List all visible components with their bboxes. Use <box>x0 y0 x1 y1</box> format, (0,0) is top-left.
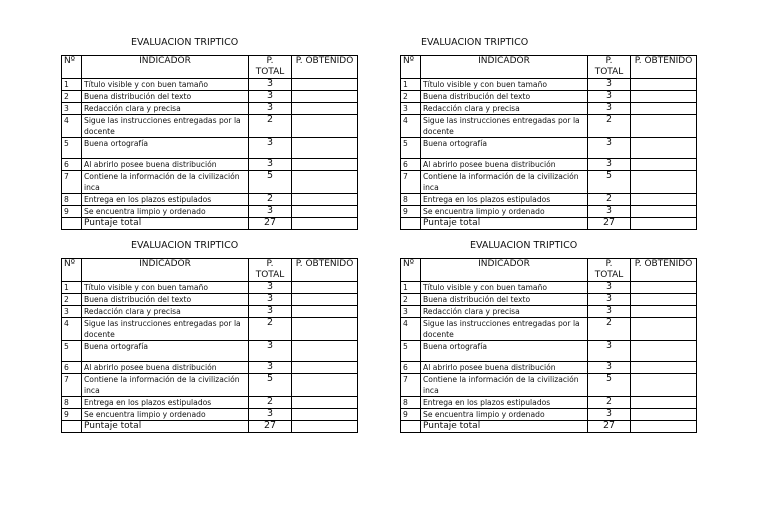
row-number: 3 <box>401 103 421 115</box>
row-total-points: 3 <box>249 362 292 374</box>
table-header-row <box>401 56 697 79</box>
row-obtained-points[interactable] <box>292 409 358 421</box>
row-number: 6 <box>401 159 421 171</box>
row-number: 7 <box>401 374 421 397</box>
header-num: Nº <box>62 56 82 79</box>
row-number: 5 <box>401 138 421 159</box>
row-number: 7 <box>62 171 82 194</box>
total-num-cell <box>401 421 421 433</box>
row-obtained-points[interactable] <box>631 79 697 91</box>
table-row <box>62 171 358 194</box>
table-row <box>401 91 697 103</box>
row-total-points: 3 <box>588 409 631 421</box>
row-total-points: 3 <box>249 306 292 318</box>
evaluation-table <box>400 55 697 230</box>
row-indicator: Buena distribución del texto <box>421 294 588 306</box>
row-number: 4 <box>401 318 421 341</box>
table-row <box>401 362 697 374</box>
table-row <box>401 206 697 218</box>
row-number: 5 <box>401 341 421 362</box>
table-row <box>62 103 358 115</box>
table-row <box>62 115 358 138</box>
total-label: Puntaje total <box>82 421 249 433</box>
row-number: 4 <box>401 115 421 138</box>
header-num: Nº <box>401 259 421 282</box>
row-obtained-points[interactable] <box>631 115 697 138</box>
header-num: Nº <box>62 259 82 282</box>
row-obtained-points[interactable] <box>631 206 697 218</box>
total-value: 27 <box>249 421 292 433</box>
table-row <box>62 341 358 362</box>
row-indicator: Contiene la información de la civilización inca <box>421 171 588 194</box>
header-total: P. TOTAL <box>588 259 631 282</box>
evaluation-block <box>61 37 357 230</box>
total-row <box>62 218 358 230</box>
row-indicator: Título visible y con buen tamaño <box>421 79 588 91</box>
table-row <box>62 91 358 103</box>
row-total-points: 3 <box>249 79 292 91</box>
row-obtained-points[interactable] <box>292 282 358 294</box>
row-indicator: Al abrirlo posee buena distribución <box>82 159 249 171</box>
evaluation-table <box>61 55 358 230</box>
row-obtained-points[interactable] <box>292 397 358 409</box>
row-total-points: 5 <box>588 374 631 397</box>
row-indicator: Título visible y con buen tamaño <box>82 79 249 91</box>
table-row <box>62 306 358 318</box>
row-total-points: 2 <box>249 318 292 341</box>
row-indicator: Entrega en los plazos estipulados <box>82 194 249 206</box>
row-number: 5 <box>62 341 82 362</box>
row-number: 2 <box>62 294 82 306</box>
row-obtained-points[interactable] <box>631 409 697 421</box>
table-row <box>62 79 358 91</box>
row-number: 5 <box>62 138 82 159</box>
row-indicator: Entrega en los plazos estipulados <box>421 397 588 409</box>
total-label: Puntaje total <box>421 218 588 230</box>
row-indicator: Sigue las instrucciones entregadas por la docente <box>82 115 249 138</box>
table-row <box>401 409 697 421</box>
row-number: 2 <box>62 91 82 103</box>
row-total-points: 3 <box>588 138 631 159</box>
evaluation-title: EVALUACION TRIPTICO <box>131 240 239 251</box>
row-indicator: Entrega en los plazos estipulados <box>421 194 588 206</box>
row-number: 4 <box>62 115 82 138</box>
evaluation-block <box>400 37 696 230</box>
row-number: 9 <box>62 409 82 421</box>
table-header-row <box>401 259 697 282</box>
row-total-points: 3 <box>588 103 631 115</box>
header-obtained: P. OBTENIDO <box>292 259 358 282</box>
row-total-points: 2 <box>588 194 631 206</box>
row-obtained-points[interactable] <box>631 397 697 409</box>
row-number: 1 <box>62 282 82 294</box>
row-total-points: 3 <box>588 306 631 318</box>
row-obtained-points[interactable] <box>631 282 697 294</box>
header-indicator: INDICADOR <box>421 259 588 282</box>
total-value: 27 <box>588 218 631 230</box>
row-number: 2 <box>401 91 421 103</box>
evaluation-table <box>61 258 358 433</box>
row-number: 1 <box>401 79 421 91</box>
total-value: 27 <box>588 421 631 433</box>
row-indicator: Buena ortografía <box>82 138 249 159</box>
row-indicator: Contiene la información de la civilización inca <box>82 374 249 397</box>
header-total: P. TOTAL <box>588 56 631 79</box>
total-label: Puntaje total <box>82 218 249 230</box>
row-obtained-points[interactable] <box>292 318 358 341</box>
row-obtained-points[interactable] <box>292 294 358 306</box>
row-obtained-points[interactable] <box>631 159 697 171</box>
row-indicator: Sigue las instrucciones entregadas por la docente <box>82 318 249 341</box>
row-obtained-points[interactable] <box>631 91 697 103</box>
row-obtained-points[interactable] <box>292 374 358 397</box>
table-row <box>401 397 697 409</box>
row-total-points: 3 <box>588 79 631 91</box>
row-number: 6 <box>62 159 82 171</box>
row-obtained-points[interactable] <box>631 362 697 374</box>
row-indicator: Redacción clara y precisa <box>421 103 588 115</box>
row-total-points: 5 <box>249 374 292 397</box>
table-row <box>401 103 697 115</box>
row-total-points: 3 <box>588 294 631 306</box>
row-obtained-points[interactable] <box>292 194 358 206</box>
total-obtained[interactable] <box>631 421 697 433</box>
row-total-points: 3 <box>249 159 292 171</box>
row-indicator: Se encuentra limpio y ordenado <box>82 409 249 421</box>
evaluation-block <box>61 240 357 433</box>
row-number: 3 <box>62 103 82 115</box>
row-obtained-points[interactable] <box>631 341 697 362</box>
table-row <box>62 294 358 306</box>
row-number: 3 <box>401 306 421 318</box>
row-total-points: 3 <box>588 159 631 171</box>
row-indicator: Buena distribución del texto <box>82 294 249 306</box>
row-total-points: 3 <box>588 282 631 294</box>
table-row <box>62 362 358 374</box>
total-row <box>401 218 697 230</box>
row-number: 8 <box>62 194 82 206</box>
total-num-cell <box>62 421 82 433</box>
header-indicator: INDICADOR <box>82 259 249 282</box>
table-row <box>401 374 697 397</box>
total-obtained[interactable] <box>292 421 358 433</box>
row-indicator: Entrega en los plazos estipulados <box>82 397 249 409</box>
row-total-points: 3 <box>249 282 292 294</box>
row-number: 9 <box>62 206 82 218</box>
row-obtained-points[interactable] <box>631 138 697 159</box>
row-total-points: 3 <box>249 138 292 159</box>
total-obtained[interactable] <box>631 218 697 230</box>
row-total-points: 3 <box>588 362 631 374</box>
row-total-points: 3 <box>588 341 631 362</box>
row-obtained-points[interactable] <box>631 103 697 115</box>
total-label: Puntaje total <box>421 421 588 433</box>
row-number: 7 <box>62 374 82 397</box>
row-indicator: Se encuentra limpio y ordenado <box>82 206 249 218</box>
header-obtained: P. OBTENIDO <box>292 56 358 79</box>
row-obtained-points[interactable] <box>631 306 697 318</box>
table-row <box>401 171 697 194</box>
row-obtained-points[interactable] <box>631 171 697 194</box>
evaluation-table <box>400 258 697 433</box>
row-indicator: Buena distribución del texto <box>82 91 249 103</box>
row-total-points: 3 <box>588 91 631 103</box>
row-total-points: 2 <box>249 115 292 138</box>
row-indicator: Contiene la información de la civilización inca <box>82 171 249 194</box>
row-total-points: 2 <box>588 115 631 138</box>
header-indicator: INDICADOR <box>82 56 249 79</box>
header-num: Nº <box>401 56 421 79</box>
row-obtained-points[interactable] <box>292 171 358 194</box>
row-total-points: 2 <box>249 397 292 409</box>
total-value: 27 <box>249 218 292 230</box>
row-obtained-points[interactable] <box>292 103 358 115</box>
table-row <box>62 374 358 397</box>
table-row <box>401 282 697 294</box>
row-total-points: 3 <box>588 206 631 218</box>
row-indicator: Redacción clara y precisa <box>82 306 249 318</box>
header-obtained: P. OBTENIDO <box>631 259 697 282</box>
table-row <box>62 318 358 341</box>
row-total-points: 2 <box>249 194 292 206</box>
row-obtained-points[interactable] <box>292 341 358 362</box>
row-indicator: Se encuentra limpio y ordenado <box>421 206 588 218</box>
row-obtained-points[interactable] <box>292 79 358 91</box>
row-number: 1 <box>401 282 421 294</box>
row-indicator: Redacción clara y precisa <box>421 306 588 318</box>
row-number: 9 <box>401 206 421 218</box>
total-row <box>401 421 697 433</box>
table-row <box>401 318 697 341</box>
row-obtained-points[interactable] <box>292 138 358 159</box>
row-total-points: 3 <box>249 91 292 103</box>
table-row <box>62 397 358 409</box>
row-total-points: 2 <box>588 318 631 341</box>
total-row <box>62 421 358 433</box>
evaluation-title: EVALUACION TRIPTICO <box>421 37 529 48</box>
row-indicator: Al abrirlo posee buena distribución <box>421 159 588 171</box>
table-row <box>401 115 697 138</box>
row-obtained-points[interactable] <box>631 318 697 341</box>
row-indicator: Contiene la información de la civilización inca <box>421 374 588 397</box>
row-obtained-points[interactable] <box>292 306 358 318</box>
row-total-points: 3 <box>249 206 292 218</box>
row-indicator: Redacción clara y precisa <box>82 103 249 115</box>
evaluation-title: EVALUACION TRIPTICO <box>470 240 578 251</box>
row-obtained-points[interactable] <box>292 159 358 171</box>
table-row <box>401 159 697 171</box>
table-row <box>62 409 358 421</box>
header-total: P. TOTAL <box>249 56 292 79</box>
table-row <box>401 341 697 362</box>
row-indicator: Al abrirlo posee buena distribución <box>82 362 249 374</box>
row-obtained-points[interactable] <box>292 91 358 103</box>
row-number: 4 <box>62 318 82 341</box>
row-number: 9 <box>401 409 421 421</box>
row-indicator: Sigue las instrucciones entregadas por la docente <box>421 115 588 138</box>
row-indicator: Buena ortografía <box>421 341 588 362</box>
row-total-points: 3 <box>249 103 292 115</box>
row-number: 8 <box>62 397 82 409</box>
row-number: 7 <box>401 171 421 194</box>
row-total-points: 5 <box>249 171 292 194</box>
row-obtained-points[interactable] <box>631 294 697 306</box>
total-num-cell <box>401 218 421 230</box>
row-indicator: Título visible y con buen tamaño <box>421 282 588 294</box>
row-total-points: 3 <box>249 294 292 306</box>
row-obtained-points[interactable] <box>631 194 697 206</box>
row-number: 6 <box>62 362 82 374</box>
row-number: 3 <box>62 306 82 318</box>
table-row <box>62 206 358 218</box>
table-row <box>401 306 697 318</box>
header-total: P. TOTAL <box>249 259 292 282</box>
table-row <box>62 159 358 171</box>
table-row <box>401 194 697 206</box>
row-indicator: Sigue las instrucciones entregadas por la docente <box>421 318 588 341</box>
table-row <box>401 294 697 306</box>
evaluation-block <box>400 240 696 433</box>
row-indicator: Título visible y con buen tamaño <box>82 282 249 294</box>
row-total-points: 3 <box>249 409 292 421</box>
row-obtained-points[interactable] <box>631 374 697 397</box>
table-row <box>62 194 358 206</box>
row-number: 8 <box>401 397 421 409</box>
row-number: 1 <box>62 79 82 91</box>
row-number: 2 <box>401 294 421 306</box>
table-row <box>401 79 697 91</box>
table-header-row <box>62 56 358 79</box>
row-total-points: 5 <box>588 171 631 194</box>
row-indicator: Buena ortografía <box>421 138 588 159</box>
header-obtained: P. OBTENIDO <box>631 56 697 79</box>
total-num-cell <box>62 218 82 230</box>
row-number: 6 <box>401 362 421 374</box>
header-indicator: INDICADOR <box>421 56 588 79</box>
table-row <box>401 138 697 159</box>
total-obtained[interactable] <box>292 218 358 230</box>
row-indicator: Al abrirlo posee buena distribución <box>421 362 588 374</box>
row-obtained-points[interactable] <box>292 206 358 218</box>
row-number: 8 <box>401 194 421 206</box>
row-indicator: Buena ortografía <box>82 341 249 362</box>
table-header-row <box>62 259 358 282</box>
row-indicator: Buena distribución del texto <box>421 91 588 103</box>
row-total-points: 2 <box>588 397 631 409</box>
row-indicator: Se encuentra limpio y ordenado <box>421 409 588 421</box>
row-obtained-points[interactable] <box>292 115 358 138</box>
row-obtained-points[interactable] <box>292 362 358 374</box>
table-row <box>62 138 358 159</box>
evaluation-title: EVALUACION TRIPTICO <box>131 37 239 48</box>
row-total-points: 3 <box>249 341 292 362</box>
table-row <box>62 282 358 294</box>
